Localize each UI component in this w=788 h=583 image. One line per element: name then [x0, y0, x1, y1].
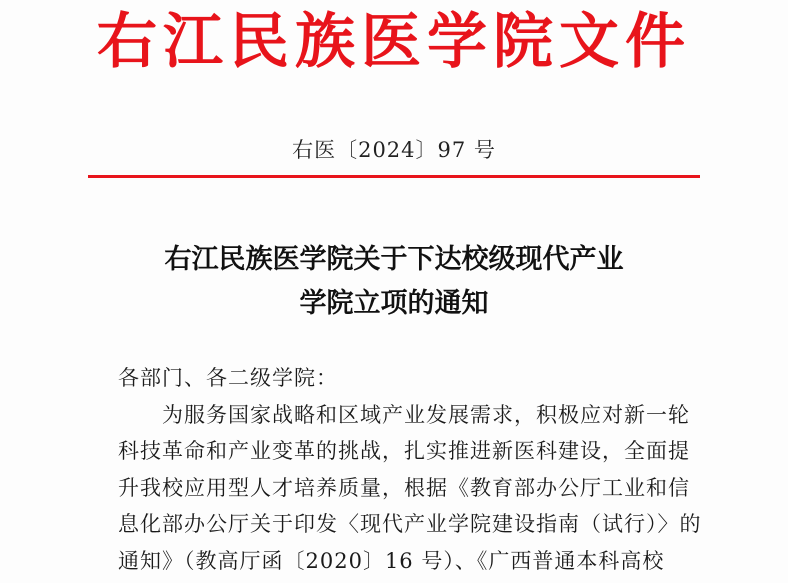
title-line-1: 右江民族医学院关于下达校级现代产业 [164, 244, 624, 275]
issuer-header: 右江民族医学院文件 [97, 7, 691, 77]
body-line: 为服务国家战略和区域产业发展需求，积极应对新一轮 [162, 402, 690, 427]
document-title [0, 238, 788, 326]
body-line: 通知》（教高厅函〔2020〕16 号）、《广西普通本科高校 [118, 548, 665, 573]
document-number: 右医〔2024〕97 号 [292, 138, 496, 162]
body-line: 息化部办公厅关于印发〈现代产业学院建设指南（试行）〉的 [118, 512, 702, 536]
document-body [118, 360, 702, 579]
red-divider-line [88, 175, 700, 178]
body-line: 升我校应用型人才培养质量，根据《教育部办公厅工业和信 [118, 475, 690, 500]
salutation: 各部门、各二级学院： [118, 366, 338, 390]
title-line-2: 学院立项的通知 [299, 288, 489, 319]
body-line: 科技革命和产业变革的挑战，扎实推进新医科建设，全面提 [118, 439, 690, 463]
